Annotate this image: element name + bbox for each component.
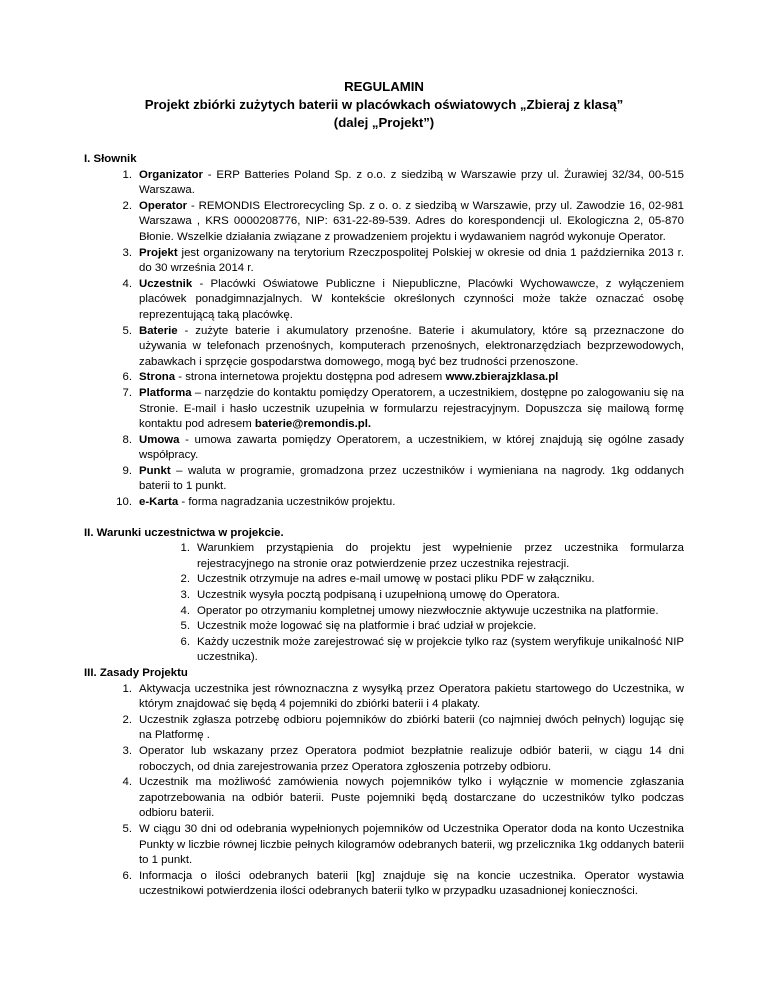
website-link[interactable]: www.zbierajzklasa.pl <box>445 371 559 384</box>
definition: - strona internetowa projektu dostępna pod adresem <box>175 371 446 384</box>
document-title-block <box>84 78 684 132</box>
item-number: 6. <box>122 869 132 882</box>
item-number: 8. <box>122 433 132 446</box>
item-number: 2. <box>180 573 190 586</box>
list-item <box>84 588 684 604</box>
list-item <box>84 682 684 713</box>
item-number: 3. <box>180 589 190 602</box>
item-number: 1. <box>180 542 190 555</box>
term: Strona <box>139 371 176 384</box>
list-item <box>84 386 684 433</box>
list-item <box>84 635 684 666</box>
definition: - forma nagradzania uczestników projektu. <box>178 496 396 509</box>
item-text: Informacja o ilości odebranych baterii [kg] znajduje się na koncie uczestnika. Operator wystawia uczestnikowi potwierdzenia ilości odebranych baterii tylko w przypadku uzasadnionej konieczności. <box>139 869 684 898</box>
list-item <box>84 199 684 246</box>
list-item <box>84 277 684 324</box>
document-title: REGULAMIN <box>344 79 424 94</box>
item-number: 4. <box>122 776 132 789</box>
section-1-heading: I. Słownik <box>84 153 137 165</box>
item-number: 9. <box>122 464 132 477</box>
item-text: Aktywacja uczestnika jest równoznaczna z wysyłką przez Operatora pakietu startowego do Uczestnika, w którym znajdować się będą 4 pojemniki do zbiórki baterii i 4 plakaty. <box>139 682 684 711</box>
list-item <box>84 775 684 822</box>
item-number: 3. <box>122 246 132 259</box>
list-item <box>84 869 684 900</box>
definition: – waluta w programie, gromadzona przez uczestników i wymieniana na nagrody. 1kg oddanych baterii to 1 punkt. <box>139 464 684 493</box>
term: Baterie <box>139 324 178 337</box>
item-text: Warunkiem przystąpienia do projektu jest wypełnienie przez uczestnika formularza rejestracyjnego na stronie oraz potwierdzenie przez uczestnika rejestracji. <box>197 542 684 570</box>
section-3-heading: III. Zasady Projektu <box>84 667 188 679</box>
list-item <box>84 822 684 869</box>
item-number: 2. <box>122 713 132 726</box>
definition: jest organizowany na terytorium Rzeczpospolitej Polskiej w okresie od dnia 1 października 2013 r. do 30 września 2014 r. <box>139 246 684 275</box>
item-number: 5. <box>122 324 132 337</box>
section-2-heading: II. Warunki uczestnictwa w projekcie. <box>84 526 284 539</box>
list-item <box>84 604 684 620</box>
item-text: Operator po otrzymaniu kompletnej umowy niezwłocznie aktywuje uczestnika na platformie. <box>197 604 659 617</box>
item-text: Każdy uczestnik może zarejestrować się w projekcie tylko raz (system weryfikuje unikalność NIP uczestnika). <box>197 635 684 664</box>
item-number: 6. <box>180 635 190 648</box>
definition: - Placówki Oświatowe Publiczne i Niepubliczne, Placówki Wychowawcze, z wyłączeniem placówek ponadgimnazjalnych. W kontekście określonych czynności może także oznaczać osobę reprezentującą taką placówkę. <box>139 277 684 321</box>
definition: - umowa zawarta pomiędzy Operatorem, a uczestnikiem, w której znajdują się ogólne zasady współpracy. <box>139 433 684 462</box>
section-2-list <box>84 541 684 666</box>
term: Projekt <box>139 246 178 259</box>
list-item <box>84 168 684 199</box>
section-3-list <box>84 682 684 900</box>
item-number: 7. <box>122 386 132 399</box>
item-number: 4. <box>122 277 132 290</box>
term: Uczestnik <box>139 277 193 290</box>
item-number: 5. <box>180 620 190 633</box>
list-item <box>84 370 684 386</box>
item-number: 1. <box>122 168 132 181</box>
document-subtitle: Projekt zbiórki zużytych baterii w placówkach oświatowych „Zbieraj z klasą” <box>144 97 624 112</box>
list-item <box>84 744 684 775</box>
term: Punkt <box>139 464 171 477</box>
definition: - ERP Batteries Poland Sp. z o.o. z siedzibą w Warszawie przy ul. Żurawiej 32/34, 00-515 Warszawa. <box>139 168 684 197</box>
document-subtitle-note: (dalej „Projekt”) <box>333 115 435 130</box>
list-item <box>84 433 684 464</box>
term: e-Karta <box>139 496 179 509</box>
list-item <box>84 572 684 588</box>
item-text: W ciągu 30 dni od odebrania wypełnionych pojemników od Uczestnika Operator doda na konto Uczestnika Punkty w liczbie równej liczbie pełnych kilogramów odebranych baterii, wg przelicznika 1kg oddanych baterii to 1 punkt. <box>139 822 684 867</box>
section-1-list <box>84 168 684 511</box>
list-item <box>84 324 684 371</box>
term: Umowa <box>139 433 180 446</box>
term: Organizator <box>139 168 203 181</box>
list-item <box>84 713 684 744</box>
definition: - REMONDIS Electrorecycling Sp. z o. o. z siedzibą w Warszawie, przy ul. Zawodzie 16, 02-981 Warszawa , KRS 0000208776, NIP: 631-22-89-539. Adres do korespondencji ul. Ekologiczna 2, 05-870 Błonie. Wszelkie działania związane z prowadzeniem projektu i wydawaniem nagród wykonuje Operator. <box>139 199 684 243</box>
item-text: Uczestnik otrzymuje na adres e-mail umowę w postaci pliku PDF w załączniku. <box>197 573 595 586</box>
item-text: Uczestnik ma możliwość zamówienia nowych pojemników tylko i wyłącznie w momencie zgłaszania zapotrzebowania na odbiór baterii. Puste pojemniki będą dostarczane do uczestników tylko podczas odbioru baterii. <box>139 776 684 820</box>
spacer <box>84 511 684 526</box>
email-link[interactable]: baterie@remondis.pl. <box>254 418 372 431</box>
list-item <box>84 495 684 511</box>
list-item <box>84 541 684 572</box>
list-item <box>84 619 684 635</box>
item-number: 10. <box>116 496 132 509</box>
definition: – narzędzie do kontaktu pomiędzy Operatorem, a uczestnikiem, dostępne po zalogowaniu się na Stronie. E-mail i hasło uczestnik uzupełnia w formularzu rejestracyjnym. Dopuszcza się mailową formę kontaktu pod adresem <box>139 386 684 431</box>
item-number: 5. <box>122 822 132 835</box>
item-number: 3. <box>122 744 132 757</box>
item-number: 2. <box>122 199 132 212</box>
item-number: 4. <box>180 604 190 617</box>
term: Platforma <box>139 386 192 399</box>
item-text: Uczestnik zgłasza potrzebę odbioru pojemników do zbiórki baterii (co najmniej dwóch pełnych) logując się na Platformę . <box>139 713 684 742</box>
item-text: Uczestnik może logować się na platformie i brać udział w projekcie. <box>197 620 537 633</box>
list-item <box>84 246 684 277</box>
definition: - zużyte baterie i akumulatory przenośne. Baterie i akumulatory, które są przeznaczone do używania w telefonach przenośnych, komputerach przenośnych, elektronarzędziach bezprzewodowych, zabawkach i sprzęcie gospodarstwa domowego, mogą być bez trudności przenoszone. <box>139 324 684 368</box>
item-number: 1. <box>122 682 132 695</box>
list-item <box>84 464 684 495</box>
item-text: Uczestnik wysyła pocztą podpisaną i uzupełnioną umowę do Operatora. <box>197 589 560 602</box>
item-number: 6. <box>122 371 132 384</box>
term: Operator <box>139 199 188 212</box>
item-text: Operator lub wskazany przez Operatora podmiot bezpłatnie realizuje odbiór baterii, w ciągu 14 dni roboczych, od dnia zarejestrowania przez Operatora zgłoszenia potrzeby odbioru. <box>139 744 684 773</box>
